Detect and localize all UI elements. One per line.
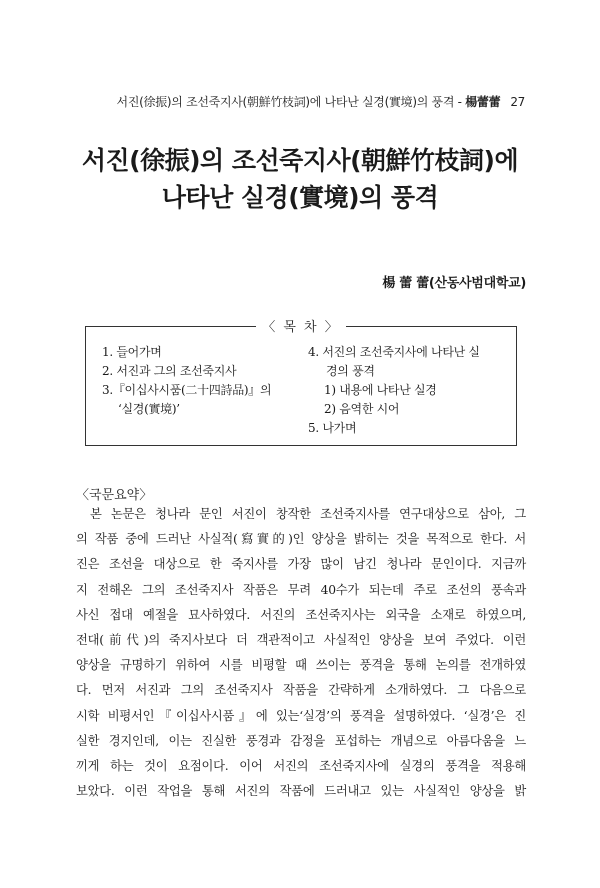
toc-item: 2) 음역한 시어	[324, 402, 400, 416]
abstract-label: 〈국문요약〉	[76, 488, 153, 503]
toc-right-column	[308, 343, 508, 438]
running-head	[70, 93, 525, 110]
toc-heading-label: 〈 목 차 〉	[256, 320, 346, 335]
abstract-line: 다. 먼저 서진과 그의 조선죽지사 작품을 간략하게 소개하였다. 그 다음으로	[76, 683, 526, 698]
abstract-body	[76, 502, 526, 804]
toc-left-column	[102, 343, 292, 419]
abstract-line: 의 작품 중에 드러난 사실적(寫實的)인 양상을 밝히는 것을 목적으로 한다. 서	[76, 532, 526, 547]
running-head-author: 楊蕾蕾	[465, 95, 501, 109]
toc-heading	[86, 316, 516, 335]
toc-item: 2. 서진과 그의 조선죽지사	[102, 364, 237, 378]
page-number: 27	[510, 95, 525, 109]
abstract-line: 끼게 하는 것이 요점이다. 이어 서진의 조선죽지사에 실경의 풍격을 적용해	[76, 759, 526, 774]
abstract-line: 실한 경지인데, 이는 진실한 풍경과 감정을 포섭하는 개념으로 아름다움을 느	[76, 733, 526, 748]
abstract-line: 양상을 규명하기 위하여 시를 비평할 때 쓰이는 풍격을 통해 논의를 전개하였	[76, 658, 526, 673]
abstract-line: 보았다. 이런 작업을 통해 서진의 작품에 드러내고 있는 사실적인 양상을 밝	[76, 784, 526, 799]
toc-item: 3.『이십사시품(二十四詩品)』의	[102, 383, 272, 397]
abstract-line: 본 논문은 청나라 문인 서진이 창작한 조선죽지사를 연구대상으로 삼아, 그	[90, 507, 526, 521]
table-of-contents	[85, 320, 517, 446]
toc-item: ‘실경(實境)’	[118, 402, 180, 416]
abstract-line: 전대(前代)의 죽지사보다 더 객관적이고 사실적인 양상을 보여 주었다. 이런	[76, 633, 526, 648]
abstract-line: 지 전해온 그의 조선죽지사 작품은 무려 40수가 되는데 주로 조선의 풍속과	[76, 582, 526, 597]
title-line-2: 나타난 실경(實境)의 풍격	[161, 183, 439, 212]
abstract-line: 시학 비평서인『이십사시품』에 있는‘실경’의 풍격을 설명하였다. ‘실경’은 진	[76, 708, 526, 723]
toc-item: 1. 들어가며	[102, 345, 162, 359]
abstract-line: 진은 조선을 대상으로 한 죽지사를 가장 많이 남긴 청나라 문인이다. 지금까	[76, 557, 526, 572]
toc-item: 4. 서진의 조선죽지사에 나타난 실	[308, 345, 480, 359]
abstract-line: 사신 접대 예절을 묘사하였다. 서진의 조선죽지사는 외국을 소재로 하였으며,	[76, 607, 526, 622]
author-byline: 楊 蕾 蕾(산동사범대학교)	[382, 276, 526, 291]
toc-item: 경의 풍격	[326, 364, 375, 378]
toc-item: 5. 나가며	[308, 421, 357, 435]
running-head-text: 서진(徐振)의 조선죽지사(朝鮮竹枝詞)에 나타난 실경(實境)의 풍격 -	[116, 95, 466, 109]
paper-title	[40, 142, 560, 216]
toc-item: 1) 내용에 나타난 실경	[324, 383, 437, 397]
title-line-1: 서진(徐振)의 조선죽지사(朝鮮竹枝詞)에	[81, 146, 519, 175]
